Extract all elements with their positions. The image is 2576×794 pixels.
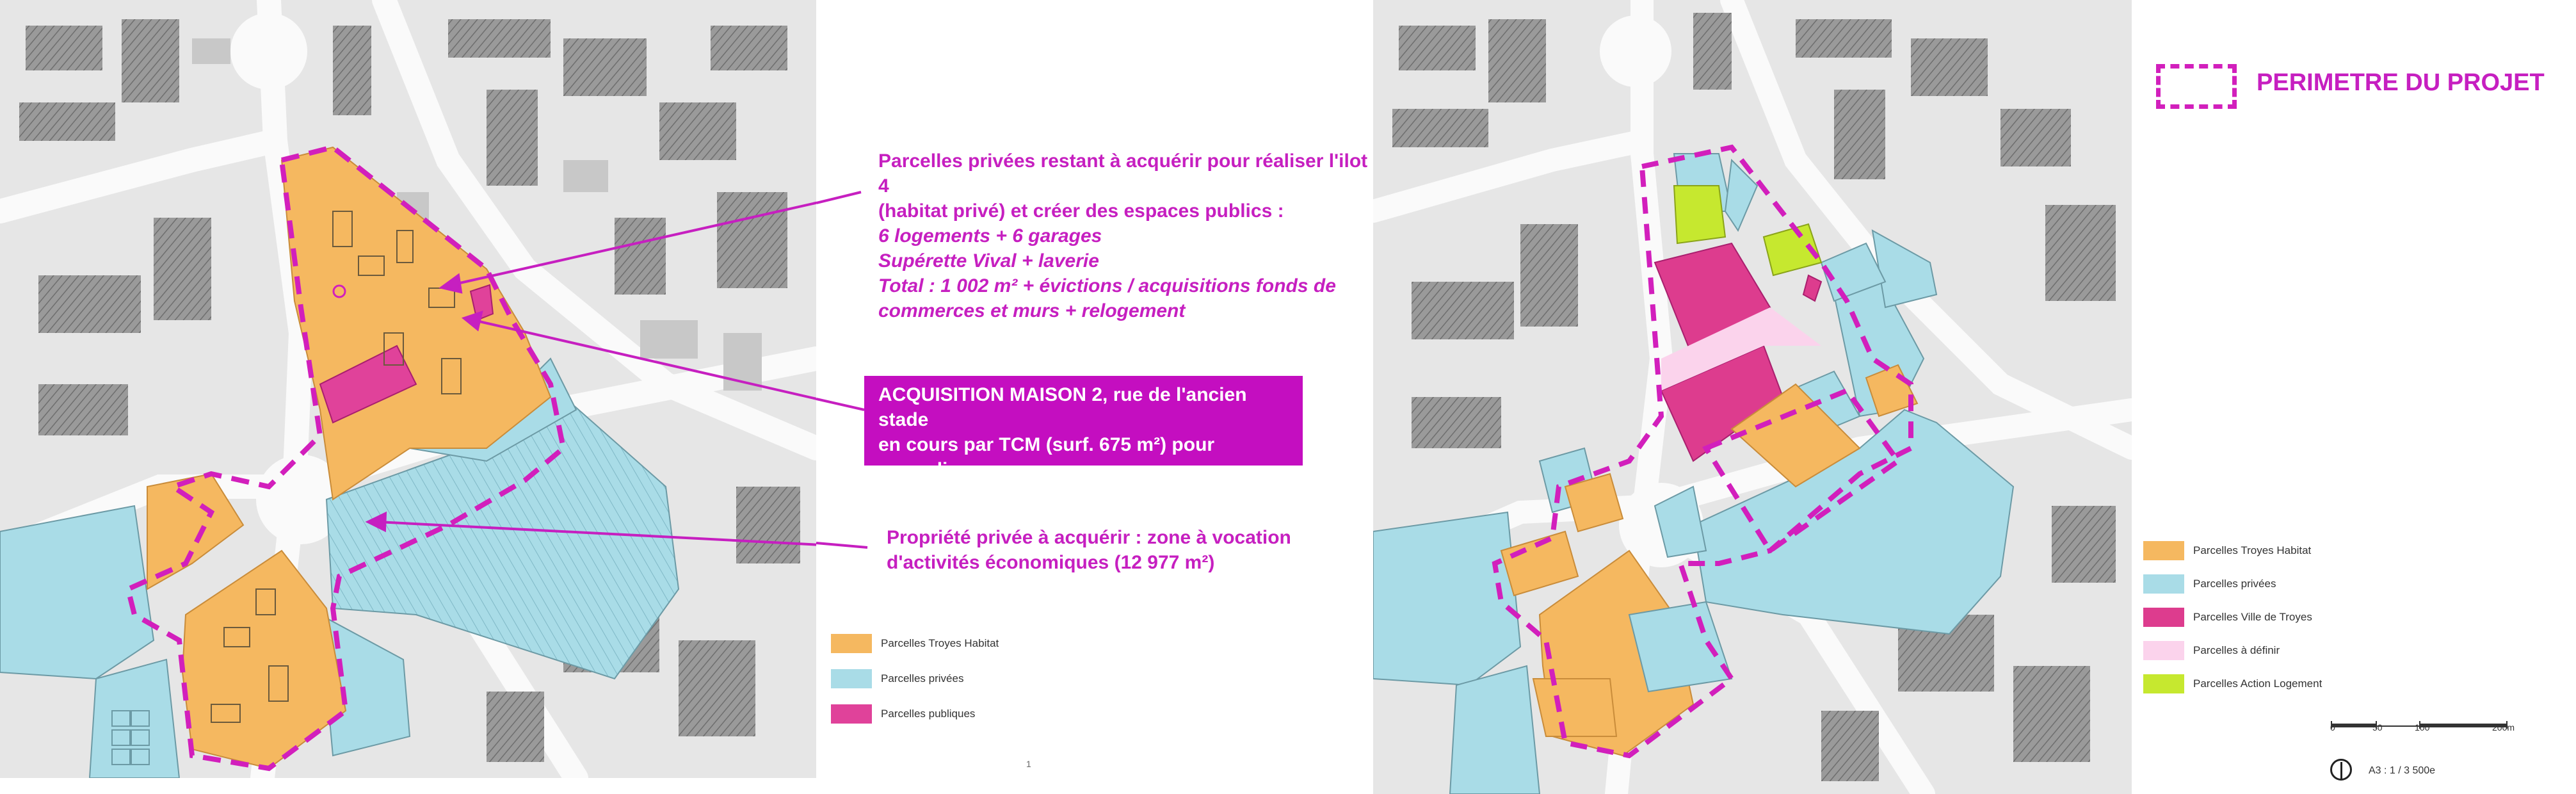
perimeter-label: PERIMETRE DU PROJET [2257, 69, 2545, 96]
right-map-drawing [1373, 0, 2132, 794]
left-map[interactable] [0, 0, 816, 778]
legend-label: Parcelles Action Logement [2193, 677, 2322, 690]
acquisition-line: l'ilot 5 (habitat privé) [878, 484, 1066, 505]
legend-label: Parcelles Troyes Habitat [2193, 544, 2312, 556]
legend-label: Parcelles privées [2193, 578, 2276, 590]
legend-item [2143, 608, 2322, 627]
scale-ratio: A3 : 1 / 3 500e [2369, 765, 2436, 776]
acquisition-house-box [864, 376, 1303, 505]
legend-swatch-troyes-habitat [2143, 541, 2184, 560]
annotation-parcels-to-acquire [878, 149, 1378, 323]
left-legend [831, 634, 999, 740]
page-mark: 1 [1026, 759, 1031, 769]
legend-swatch-ville-de-troyes [2143, 608, 2184, 627]
legend-item [2143, 674, 2322, 693]
scale-tick-label: 100 [2415, 722, 2430, 733]
legend-item [2143, 541, 2322, 560]
legend-label: Parcelles privées [881, 672, 964, 685]
annotation-line: Propriété privée à acquérir : zone à vocation [887, 527, 1291, 548]
annotation-line: Supérette Vival + laverie [878, 250, 1099, 271]
legend-item [2143, 641, 2322, 660]
legend-label: Parcelles Troyes Habitat [881, 637, 999, 649]
annotation-line: d'activités économiques (12 977 m²) [887, 552, 1215, 573]
legend-item [831, 634, 999, 653]
right-legend [2143, 541, 2322, 708]
left-map-drawing [0, 0, 816, 778]
right-map[interactable] [1373, 0, 2132, 794]
scale-tick-label: 200m [2492, 722, 2515, 733]
perimeter-legend-swatch [2156, 64, 2237, 109]
annotation-line: Parcelles privées restant à acquérir pour réaliser l'ilot 4 [878, 150, 1368, 197]
annotation-private-property [887, 525, 1348, 575]
legend-swatch-troyes-habitat [831, 634, 872, 653]
legend-item [831, 704, 999, 724]
legend-item [2143, 574, 2322, 594]
acquisition-line: en cours par TCM (surf. 675 m²) pour agrandir [878, 434, 1215, 480]
legend-swatch-private [2143, 574, 2184, 594]
legend-swatch-to-define [2143, 641, 2184, 660]
legend-label: Parcelles Ville de Troyes [2193, 611, 2312, 623]
legend-label: Parcelles à définir [2193, 644, 2280, 656]
legend-swatch-action-logement [2143, 674, 2184, 693]
annotation-line: 6 logements + 6 garages [878, 225, 1102, 247]
north-arrow-icon [2330, 759, 2352, 781]
annotation-line: commerces et murs + relogement [878, 300, 1186, 321]
scale-tick-label: 50 [2372, 722, 2383, 733]
annotation-line: Total : 1 002 m² + évictions / acquisitions fonds de [878, 275, 1336, 296]
legend-item [831, 669, 999, 688]
legend-swatch-private [831, 669, 872, 688]
legend-swatch-public [831, 704, 872, 724]
scale-tick-label: 0 [2330, 722, 2335, 733]
acquisition-line: ACQUISITION MAISON 2, rue de l'ancien stade [878, 384, 1247, 430]
annotation-line: (habitat privé) et créer des espaces publics : [878, 200, 1284, 222]
legend-label: Parcelles publiques [881, 708, 976, 720]
